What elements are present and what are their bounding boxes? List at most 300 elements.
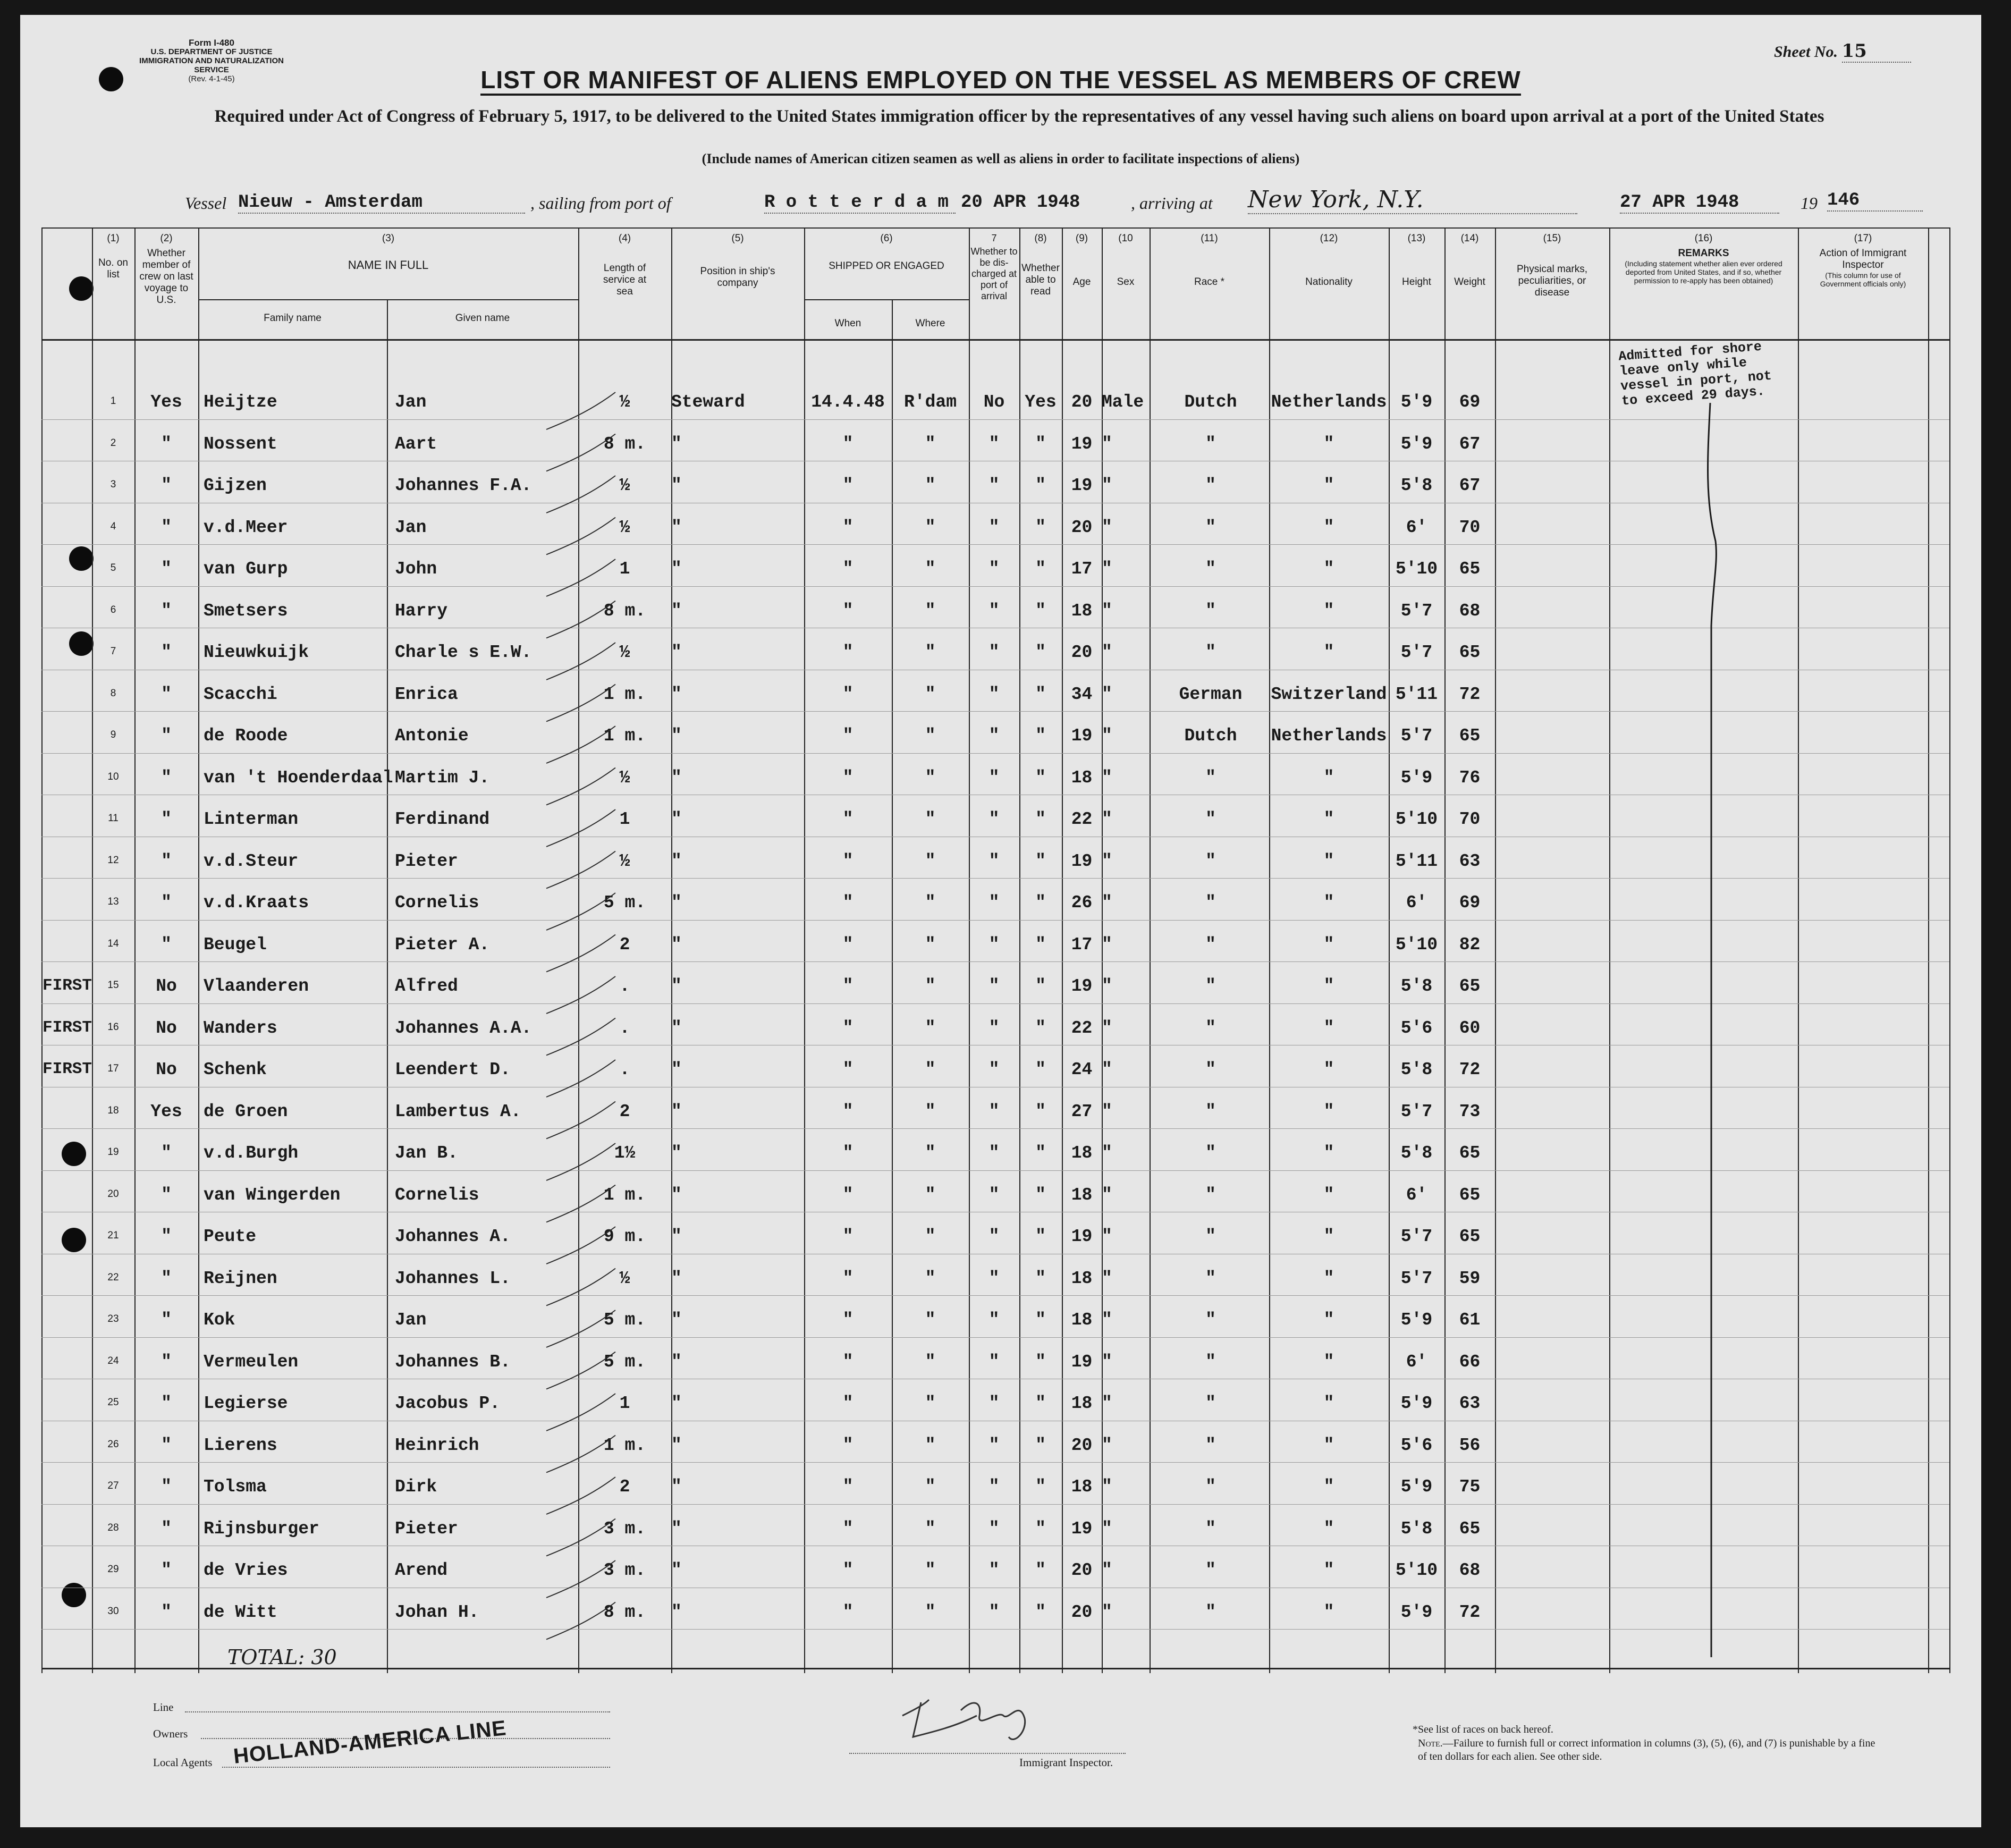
row-number: 22 [107, 1271, 119, 1283]
cell-wt: 67 [1459, 476, 1481, 495]
cell-age: 20 [1071, 517, 1093, 537]
cell-wt: 68 [1459, 1560, 1481, 1580]
vessel-label: Vessel [185, 193, 227, 213]
cell-where: " [925, 1602, 936, 1622]
cell-when: " [842, 1143, 854, 1163]
cell-crew: " [161, 1602, 172, 1622]
cell-when: " [842, 1352, 854, 1372]
cell-read: " [1035, 851, 1046, 871]
cell-family: Reijnen [204, 1268, 277, 1288]
cell-when: " [842, 1518, 854, 1539]
cell-ht: 6' [1406, 517, 1427, 537]
cell-disch: " [988, 1185, 1000, 1205]
cell-position: " [671, 1602, 682, 1622]
cell-sex: " [1102, 1101, 1112, 1121]
check-marks [541, 387, 679, 1641]
cell-family: van Gurp [204, 559, 288, 579]
row-number: 21 [107, 1230, 119, 1241]
cell-read: " [1035, 1310, 1046, 1330]
col-divider [41, 227, 43, 1673]
cell-sex: " [1102, 934, 1112, 955]
cell-race: " [1205, 559, 1216, 579]
cell-when: " [842, 1477, 854, 1497]
cell-given: Cornelis [395, 1185, 479, 1205]
cell-wt: 70 [1459, 809, 1481, 829]
cell-age: 22 [1071, 1018, 1093, 1038]
cell-crew: " [161, 1143, 172, 1163]
cell-when: 14.4.48 [811, 392, 885, 412]
cell-wt: 82 [1459, 934, 1481, 955]
cell-given: Pieter [395, 1518, 458, 1539]
cell-service: 2 [619, 934, 630, 955]
cell-race: " [1205, 434, 1216, 454]
cell-position: " [671, 1518, 682, 1539]
cell-family: de Roode [204, 726, 288, 746]
row-number: 10 [107, 771, 119, 782]
cell-read: " [1035, 893, 1046, 913]
cell-crew: " [161, 809, 172, 829]
cell-sex: " [1102, 1560, 1112, 1580]
cell-given: Johannes A.A. [395, 1018, 532, 1038]
cell-disch: " [988, 893, 1000, 913]
cell-when: " [842, 1435, 854, 1455]
cell-nat: " [1323, 1018, 1334, 1038]
cell-position: " [671, 1310, 682, 1330]
cell-nat: " [1323, 851, 1334, 871]
cell-age: 18 [1071, 601, 1093, 621]
cell-disch: " [988, 809, 1000, 829]
cell-wt: 63 [1459, 851, 1481, 871]
cell-service: 1 [619, 1394, 630, 1413]
sailing-port: R o t t e r d a m [764, 192, 956, 214]
cell-position: " [671, 767, 682, 788]
note-label: Note. [1418, 1737, 1443, 1749]
cell-age: 18 [1071, 1477, 1093, 1497]
cell-ht: 5'9 [1400, 392, 1433, 412]
cell-read: " [1035, 1143, 1046, 1163]
cell-service: 9 m. [603, 1227, 646, 1246]
cell-age: 18 [1071, 1143, 1093, 1163]
cell-race: " [1205, 934, 1216, 955]
cell-disch: " [988, 1268, 1000, 1288]
row-rule [41, 1295, 1949, 1296]
cell-age: 20 [1071, 643, 1093, 662]
cell-nat: " [1323, 1394, 1334, 1413]
cell-ht: 5'11 [1395, 851, 1438, 871]
sheet-label: Sheet No. [1774, 43, 1838, 61]
cell-wt: 67 [1459, 434, 1481, 454]
cell-when: " [842, 976, 854, 996]
cell-read: " [1035, 559, 1046, 579]
cell-ht: 5'9 [1400, 1477, 1433, 1497]
cell-wt: 70 [1459, 517, 1481, 537]
cell-wt: 59 [1459, 1268, 1481, 1288]
header-able-to-read: (8) Whether able to read [1021, 233, 1060, 297]
cell-ht: 5'8 [1400, 476, 1433, 495]
cell-where: " [925, 1560, 936, 1580]
arrival-port: New York, N.Y. [1248, 186, 1577, 214]
cell-age: 17 [1071, 934, 1093, 955]
cell-nat: " [1323, 1060, 1334, 1079]
cell-ht: 5'8 [1400, 1143, 1433, 1163]
cell-family: v.d.Meer [204, 517, 288, 537]
cell-nat: " [1323, 643, 1334, 662]
vessel-name: Nieuw - Amsterdam [238, 192, 525, 214]
cell-position: " [671, 1477, 682, 1497]
cell-disch: " [988, 1060, 1000, 1079]
cell-sex: Male [1102, 392, 1144, 412]
cell-given: Enrica [395, 684, 458, 704]
cell-service: ½ [619, 476, 630, 495]
cell-age: 19 [1071, 726, 1093, 746]
cell-service: 1½ [614, 1143, 636, 1163]
cell-family: van Wingerden [204, 1185, 341, 1205]
cell-family: de Witt [204, 1602, 277, 1622]
cell-sex: " [1102, 601, 1112, 621]
cell-when: " [842, 1310, 854, 1330]
cell-wt: 56 [1459, 1435, 1481, 1455]
cell-sex: " [1102, 1310, 1112, 1330]
cell-position: " [671, 643, 682, 662]
cell-crew: " [161, 1394, 172, 1413]
cell-service: 5 m. [603, 1352, 646, 1372]
header-height: (13) Height [1402, 233, 1431, 288]
cell-ht: 6' [1406, 1185, 1427, 1205]
cell-family: Schenk [204, 1060, 267, 1079]
cell-disch: " [988, 851, 1000, 871]
cell-sex: " [1102, 476, 1112, 495]
row-number: 24 [107, 1355, 119, 1366]
cell-sex: " [1102, 1477, 1112, 1497]
cell-first: FIRST [43, 1018, 92, 1037]
cell-read: " [1035, 1185, 1046, 1205]
cell-given: Ferdinand [395, 809, 490, 829]
cell-read: " [1035, 767, 1046, 788]
cell-nat: " [1323, 1185, 1334, 1205]
cell-position: " [671, 1227, 682, 1246]
cell-age: 18 [1071, 1394, 1093, 1413]
cell-wt: 61 [1459, 1310, 1481, 1330]
cell-first: FIRST [43, 976, 92, 995]
cell-wt: 65 [1459, 726, 1481, 746]
cell-wt: 72 [1459, 1602, 1481, 1622]
cell-wt: 65 [1459, 1227, 1481, 1246]
service-name: IMMIGRATION AND NATURALIZATION SERVICE [139, 56, 284, 74]
row-number: 5 [110, 562, 116, 573]
cell-position: " [671, 851, 682, 871]
cell-where: " [925, 767, 936, 788]
cell-where: " [925, 559, 936, 579]
cell-position: " [671, 726, 682, 746]
cell-where: " [925, 684, 936, 704]
col-divider [1150, 227, 1151, 1673]
cell-ht: 5'9 [1400, 1394, 1433, 1413]
cell-race: " [1205, 1143, 1216, 1163]
cell-ht: 5'6 [1400, 1018, 1433, 1038]
cell-disch: " [988, 1352, 1000, 1372]
agents-stamp: HOLLAND-AMERICA LINE [232, 1716, 508, 1768]
cell-when: " [842, 1227, 854, 1246]
row-number: 7 [110, 646, 116, 657]
cell-given: Pieter [395, 851, 458, 871]
cell-crew: " [161, 851, 172, 871]
inspector-signature [892, 1678, 1072, 1748]
cell-read: " [1035, 1101, 1046, 1121]
cell-race: " [1205, 1560, 1216, 1580]
cell-wt: 72 [1459, 684, 1481, 704]
cell-race: " [1205, 1227, 1216, 1246]
cell-sex: " [1102, 1268, 1112, 1288]
cell-crew: " [161, 1185, 172, 1205]
sailing-label: , sailing from port of [530, 193, 671, 213]
cell-when: " [842, 1560, 854, 1580]
table-header-border [41, 339, 1949, 341]
cell-disch: " [988, 767, 1000, 788]
cell-where: " [925, 1268, 936, 1288]
cell-disch: " [988, 1018, 1000, 1038]
cell-family: de Vries [204, 1560, 288, 1580]
cell-ht: 5'7 [1400, 1101, 1433, 1121]
row-number: 3 [110, 479, 116, 490]
cell-disch: " [988, 559, 1000, 579]
punch-hole [69, 631, 94, 656]
cell-age: 24 [1071, 1060, 1093, 1079]
cell-service: 1 m. [603, 726, 646, 746]
cell-wt: 73 [1459, 1101, 1481, 1121]
cell-crew: " [161, 643, 172, 662]
cell-race: " [1205, 1018, 1216, 1038]
cell-read: " [1035, 1560, 1046, 1580]
cell-disch: " [988, 1518, 1000, 1539]
cell-nat: " [1323, 1227, 1334, 1246]
cell-wt: 65 [1459, 1518, 1481, 1539]
cell-given: Johannes B. [395, 1352, 511, 1372]
cell-service: 1 m. [603, 1435, 646, 1455]
row-number: 19 [107, 1146, 119, 1158]
cell-sex: " [1102, 726, 1112, 746]
cell-service: 3 m. [603, 1518, 646, 1539]
cell-nat: Switzerland [1271, 684, 1387, 704]
cell-ht: 5'9 [1400, 1602, 1433, 1622]
cell-read: " [1035, 1018, 1046, 1038]
cell-position: " [671, 601, 682, 621]
cell-crew: " [161, 1477, 172, 1497]
cell-when: " [842, 1268, 854, 1288]
cell-disch: " [988, 976, 1000, 996]
cell-crew: " [161, 726, 172, 746]
cell-wt: 72 [1459, 1060, 1481, 1079]
cell-crew: " [161, 476, 172, 495]
cell-position: " [671, 1268, 682, 1288]
header-given-name: Given name [455, 313, 510, 324]
cell-read: " [1035, 1394, 1046, 1413]
cell-family: v.d.Burgh [204, 1143, 299, 1163]
cell-service: 2 [619, 1477, 630, 1497]
cell-given: Martim J. [395, 767, 490, 788]
cell-disch: " [988, 601, 1000, 621]
header-where: Where [915, 318, 945, 329]
cell-crew: " [161, 434, 172, 454]
cell-wt: 69 [1459, 893, 1481, 913]
cell-race: " [1205, 976, 1216, 996]
inspector-label: Immigrant Inspector. [1019, 1756, 1113, 1769]
agents-field [222, 1767, 610, 1768]
cell-crew: No [156, 1018, 177, 1038]
cell-crew: Yes [150, 1101, 182, 1121]
row-number: 16 [107, 1021, 119, 1033]
cell-when: " [842, 643, 854, 662]
cell-where: " [925, 601, 936, 621]
cell-disch: " [988, 1560, 1000, 1580]
cell-race: " [1205, 517, 1216, 537]
year-prefix: 19 [1801, 193, 1818, 213]
total-count: TOTAL: 30 [227, 1646, 337, 1669]
cell-nat: " [1323, 1352, 1334, 1372]
cell-crew: " [161, 1227, 172, 1246]
cell-given: Johannes A. [395, 1227, 511, 1246]
cell-ht: 5'10 [1395, 934, 1438, 955]
cell-position: " [671, 476, 682, 495]
cell-ht: 6' [1406, 893, 1427, 913]
cell-family: Nossent [204, 434, 277, 454]
cell-where: " [925, 934, 936, 955]
cell-given: Jan [395, 1310, 427, 1330]
cell-when: " [842, 893, 854, 913]
cell-position: " [671, 684, 682, 704]
cell-service: . [619, 1060, 630, 1079]
cell-crew: " [161, 601, 172, 621]
manifest-sheet [20, 15, 1981, 1827]
cell-age: 19 [1071, 476, 1093, 495]
cell-sex: " [1102, 1018, 1112, 1038]
cell-service: 2 [619, 1101, 630, 1121]
header-service: (4) Length of service at sea [603, 233, 647, 297]
cell-when: " [842, 1060, 854, 1079]
cell-service: 1 [619, 559, 630, 579]
revision: (Rev. 4-1-45) [188, 74, 235, 83]
row-number: 4 [110, 520, 116, 532]
header-weight: (14) Weight [1454, 233, 1485, 288]
cell-service: ½ [619, 767, 630, 788]
cell-when: " [842, 1101, 854, 1121]
row-number: 30 [107, 1605, 119, 1617]
cell-sex: " [1102, 434, 1112, 454]
row-rule [41, 920, 1949, 921]
cell-service: ½ [619, 1268, 630, 1288]
cell-where: " [925, 1518, 936, 1539]
cell-age: 18 [1071, 767, 1093, 788]
penalty-note [1418, 1737, 1886, 1763]
cell-position: " [671, 1018, 682, 1038]
cell-service: 5 m. [603, 893, 646, 913]
cell-crew: " [161, 1435, 172, 1455]
cell-nat: " [1323, 434, 1334, 454]
cell-sex: " [1102, 767, 1112, 788]
page-title: LIST OR MANIFEST OF ALIENS EMPLOYED ON THE VESSEL AS MEMBERS OF CREW [20, 65, 1981, 94]
cell-service: 3 m. [603, 1560, 646, 1580]
cell-where: " [925, 976, 936, 996]
cell-sex: " [1102, 559, 1112, 579]
cell-race: " [1205, 893, 1216, 913]
form-note: (Include names of American citizen seamen as well as aliens in order to facilitate inspections of aliens) [702, 151, 1300, 166]
cell-given: Antonie [395, 726, 469, 746]
cell-wt: 76 [1459, 767, 1481, 788]
cell-read: " [1035, 809, 1046, 829]
cell-family: Vermeulen [204, 1352, 299, 1372]
cell-where: " [925, 517, 936, 537]
cell-nat: " [1323, 767, 1334, 788]
cell-age: 18 [1071, 1310, 1093, 1330]
cell-race: " [1205, 851, 1216, 871]
row-number: 6 [110, 604, 116, 615]
header-family-name: Family name [264, 313, 322, 324]
cell-position: " [671, 1185, 682, 1205]
cell-disch: " [988, 517, 1000, 537]
cell-read: " [1035, 1602, 1046, 1622]
header-discharged: 7 Whether to be dis-charged at port of arrival [970, 233, 1018, 301]
cell-read: " [1035, 934, 1046, 955]
cell-wt: 75 [1459, 1477, 1481, 1497]
cell-sex: " [1102, 976, 1112, 996]
row-number: 14 [107, 938, 119, 949]
cell-given: Cornelis [395, 893, 479, 913]
cell-ht: 5'7 [1400, 643, 1433, 662]
cell-nat: " [1323, 1143, 1334, 1163]
cell-sex: " [1102, 851, 1112, 871]
cell-service: ½ [619, 392, 630, 412]
row-rule [41, 878, 1949, 879]
cell-read: " [1035, 684, 1046, 704]
cell-ht: 5'6 [1400, 1435, 1433, 1455]
cell-age: 18 [1071, 1185, 1093, 1205]
row-rule [41, 1462, 1949, 1463]
cell-nat: Netherlands [1271, 726, 1387, 746]
arrival-date: 27 APR 1948 [1620, 192, 1779, 214]
cell-when: " [842, 1394, 854, 1413]
cell-race: " [1205, 1394, 1216, 1413]
cell-when: " [842, 1185, 854, 1205]
punch-hole [62, 1583, 86, 1607]
row-rule [41, 753, 1949, 754]
cell-when: " [842, 726, 854, 746]
cell-sex: " [1102, 1518, 1112, 1539]
cell-position: " [671, 1560, 682, 1580]
cell-where: " [925, 893, 936, 913]
cell-family: Beugel [204, 934, 267, 955]
header-race: (11) Race * [1194, 233, 1225, 288]
cell-service: 8 m. [603, 434, 646, 454]
cell-ht: 5'8 [1400, 976, 1433, 996]
cell-where: " [925, 809, 936, 829]
cell-where: " [925, 1143, 936, 1163]
cell-position: " [671, 1101, 682, 1121]
row-rule [41, 961, 1949, 962]
cell-crew: No [156, 976, 177, 996]
cell-read: " [1035, 1352, 1046, 1372]
cell-wt: 66 [1459, 1352, 1481, 1372]
cell-disch: " [988, 1394, 1000, 1413]
cell-race: " [1205, 1060, 1216, 1079]
cell-crew: " [161, 767, 172, 788]
row-rule [41, 1337, 1949, 1338]
cell-read: " [1035, 1435, 1046, 1455]
inspector-field [849, 1753, 1126, 1754]
punch-hole [62, 1142, 86, 1166]
header-crew-last-voyage: (2) Whether member of crew on last voyage to U.S. [139, 233, 193, 306]
cell-service: . [619, 1018, 630, 1038]
cell-family: Rijnsburger [204, 1518, 319, 1539]
cell-service: 1 m. [603, 684, 646, 704]
